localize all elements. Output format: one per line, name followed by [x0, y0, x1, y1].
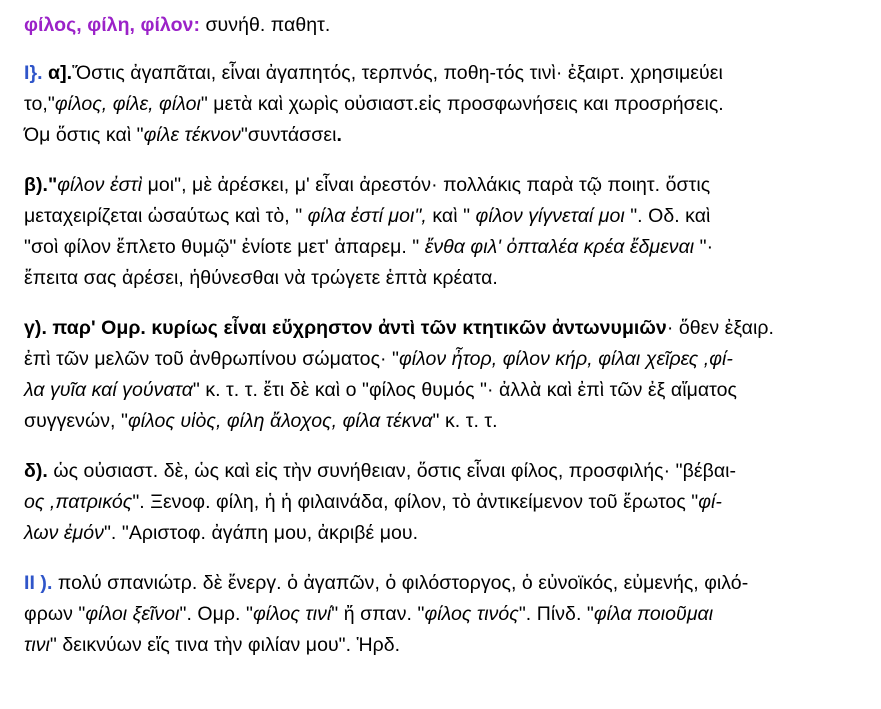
greek-quote: ος ,πατρικός: [24, 491, 133, 513]
text-run: συγγενών, ": [24, 410, 128, 432]
section-1a-number: α].: [42, 62, 73, 84]
section-1a: [24, 58, 863, 151]
text-run: ". Ξενοφ. φίλη, ἡ ἡ φιλαινάδα, φίλον, τὸ ἀντικείμενον τοῦ ἔρωτος ": [132, 491, 699, 513]
greek-quote: φίλος υἱὸς, φίλη ἄλοχος, φίλα τέκνα: [127, 410, 433, 432]
text-run: · ὅθεν ἐξαιρ.: [666, 317, 774, 339]
greek-quote: λα γυῖα καί γούνατα: [24, 379, 193, 401]
section-2: [24, 568, 863, 661]
section-b-line-3: [24, 232, 863, 263]
section-g-line-2: [24, 344, 863, 375]
section-b-line-1: [24, 170, 863, 201]
section-1a-line-1: [24, 58, 863, 89]
section-1a-line-3: [24, 120, 863, 151]
text-run: " κ. τ. τ.: [432, 410, 498, 432]
text-run: "·: [694, 236, 714, 258]
text-run: Όμ ὅστις καὶ ": [24, 124, 144, 146]
section-b-line-2: [24, 201, 863, 232]
greek-quote: φίλε τέκνον: [143, 124, 241, 146]
greek-quote: φίλον ἐστὶ: [57, 174, 143, 196]
section-d: [24, 456, 863, 549]
section-1a-line-2: [24, 89, 863, 120]
greek-quote: φίλος, φίλε, φίλοι: [54, 93, 201, 115]
section-d-number: δ).: [24, 460, 48, 482]
text-run: "σοὶ φίλον ἔπλετο θυμῷ" ἐνίοτε μετ' ἀπαρεμ. ": [24, 236, 425, 258]
greek-quote: ἔνθα φιλ' ὀπταλέα κρέα ἔδμεναι: [424, 236, 695, 258]
text-run: ". Ομρ. ": [179, 603, 253, 625]
text-run: ". "Αριστοφ. ἀγάπη μου, ἀκριβέ μου.: [103, 522, 419, 544]
text-run: .: [336, 124, 342, 146]
section-g: [24, 313, 863, 437]
entry-heading: [24, 10, 863, 41]
greek-quote: φίλον ἦτορ, φίλον κήρ, φίλαι χεῖρες ,φί-: [399, 348, 733, 370]
greek-quote: φίλα ἐστί μοι",: [307, 205, 427, 227]
section-g-heading: γ). παρ' Ομρ. κυρίως εἶναι εὔχρηστον ἀντὶ τῶν κτητικῶν ἀντωνυμιῶν: [24, 317, 667, 339]
text-run: " ἤ σπαν. ": [331, 603, 425, 625]
text-run: ". Πίνδ. ": [518, 603, 594, 625]
section-b: [24, 170, 863, 294]
section-d-line-1: [24, 456, 863, 487]
text-run: το,": [24, 93, 55, 115]
headword: φίλος, φίλη, φίλον:: [24, 14, 200, 36]
text-run: πολύ σπανιώτρ. δὲ ἔνεργ. ὁ ἀγαπῶν, ὁ φιλόστοργος, ὁ εὐνοϊκός, εὐμενής, φιλό-: [52, 572, 749, 594]
section-1-number: Ι}.: [24, 62, 43, 84]
greek-quote: φίλος τινί: [252, 603, 332, 625]
section-g-line-1: [24, 313, 863, 344]
greek-quote: φίλοι ξεῖνοι: [85, 603, 180, 625]
section-1a-text: Ὅστις ἀγαπᾶται, εἶναι ἀγαπητός, τερπνός, ποθη-τός τινὶ· ἐξαιρτ. χρησιμεύει: [72, 62, 723, 84]
section-d-line-2: [24, 487, 863, 518]
greek-quote: λων ἐμόν: [24, 522, 104, 544]
text-run: φρων ": [24, 603, 86, 625]
section-2-line-2: [24, 599, 863, 630]
text-run: μεταχειρίζεται ὡσαύτως καὶ τὸ, ": [24, 205, 308, 227]
text-run: ". Οδ. καὶ: [624, 205, 711, 227]
section-d-line-3: [24, 518, 863, 549]
section-b-number: β).: [24, 174, 48, 196]
text-run: καὶ ": [426, 205, 476, 227]
greek-quote: φίλα ποιοῦμαι: [593, 603, 714, 625]
text-run: ": [47, 174, 58, 196]
text-run: ἐπὶ τῶν μελῶν τοῦ ἀνθρωπίνου σώματος· ": [24, 348, 400, 370]
greek-quote: φί-: [698, 491, 722, 513]
text-run: " μετὰ καὶ χωρὶς οὐσιαστ.εἰς προσφωνήσεις και προσρήσεις.: [200, 93, 724, 115]
section-g-line-3: [24, 375, 863, 406]
text-run: ὡς οὐσιαστ. δὲ, ὡς καὶ εἰς τὴν συνήθειαν, ὅστις εἶναι φίλος, προσφιλής· "βέβαι-: [47, 460, 737, 482]
text-run: "συντάσσει: [240, 124, 337, 146]
section-2-number: ΙΙ ).: [24, 572, 53, 594]
text-run: " κ. τ. τ. ἔτι δὲ καὶ ο "φίλος θυμός "· ἀλλὰ καὶ ἐπὶ τῶν ἐξ αἵματος: [192, 379, 738, 401]
section-2-line-3: [24, 630, 863, 661]
greek-quote: φίλος τινός: [424, 603, 519, 625]
text-run: μοι", μὲ ἀρέσκει, μ' εἶναι ἀρεστόν· πολλάκις παρὰ τῷ ποιητ. ὅστις: [142, 174, 711, 196]
heading-line: [24, 10, 863, 41]
greek-quote: τινι: [24, 634, 50, 656]
section-g-line-4: [24, 406, 863, 437]
section-b-line-4: ἔπειτα σας ἀρέσει, ἡθύνεσθαι νὰ τρώγετε ἑπτὰ κρέατα.: [24, 267, 498, 289]
headword-note: συνήθ. παθητ.: [200, 14, 331, 36]
greek-quote: φίλον γίγνεταί μοι: [475, 205, 625, 227]
section-2-line-1: [24, 568, 863, 599]
text-run: " δεικνύων εἴς τινα τὴν φιλίαν μου". Ἡρδ.: [49, 634, 401, 656]
